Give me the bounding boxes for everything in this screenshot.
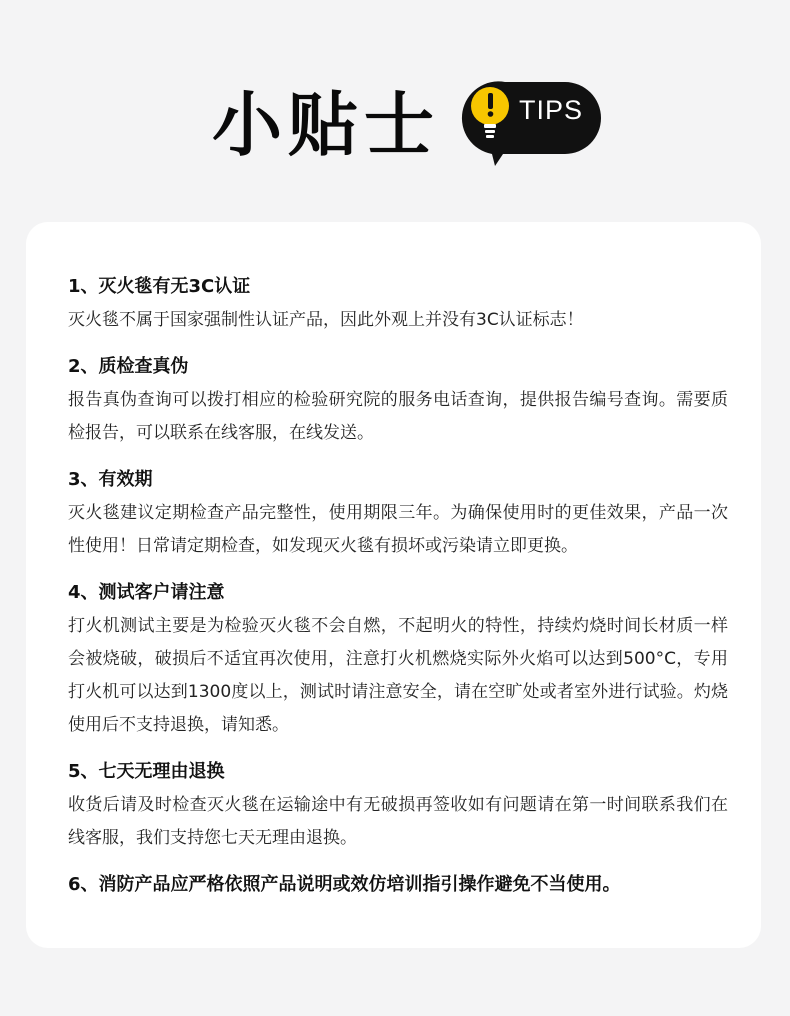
tip-title: 4、测试客户请注意 (68, 582, 225, 603)
tip-title: 6、消防产品应严格依照产品说明或效仿培训指引操作避免不当使用。 (68, 874, 621, 895)
tip-section (68, 576, 728, 742)
tip-title: 2、质检查真伪 (68, 356, 189, 377)
tip-section (68, 270, 728, 337)
tip-body: 灭火毯建议定期检查产品完整性，使用期限三年。为确保使用时的更佳效果，产品一次性使用！日常请定期检查，如发现灭火毯有损坏或污染请立即更换。 (68, 503, 728, 556)
tip-section (68, 350, 728, 450)
page-title: 小贴士 (212, 84, 440, 166)
tip-body: 灭火毯不属于国家强制性认证产品，因此外观上并没有3C认证标志！ (68, 310, 584, 330)
tips-label: TIPS (519, 95, 584, 125)
tips-card (26, 222, 761, 948)
tip-body: 打火机测试主要是为检验灭火毯不会自燃，不起明火的特性，持续灼烧时间长材质一样会被烧破，破损后不适宜再次使用，注意打火机燃烧实际外火焰可以达到500°C，专用打火机可以达到1300度以上，测试时请注意安全，请在空旷处或者室外进行试验。灼烧使用后不支持退换，请知悉。 (68, 616, 728, 735)
tip-section (68, 868, 728, 902)
tips-content (68, 270, 728, 915)
tip-section (68, 755, 728, 855)
tip-title: 5、七天无理由退换 (68, 761, 225, 782)
tip-body: 报告真伪查询可以拨打相应的检验研究院的服务电话查询，提供报告编号查询。需要质检报告，可以联系在线客服，在线发送。 (68, 390, 728, 443)
tip-title: 1、灭火毯有无3C认证 (68, 276, 251, 297)
tip-title: 3、有效期 (68, 469, 153, 490)
tip-section (68, 463, 728, 563)
tips-badge (461, 80, 603, 168)
tip-body: 收货后请及时检查灭火毯在运输途中有无破损再签收如有问题请在第一时间联系我们在线客服，我们支持您七天无理由退换。 (68, 795, 728, 848)
header (0, 70, 790, 180)
